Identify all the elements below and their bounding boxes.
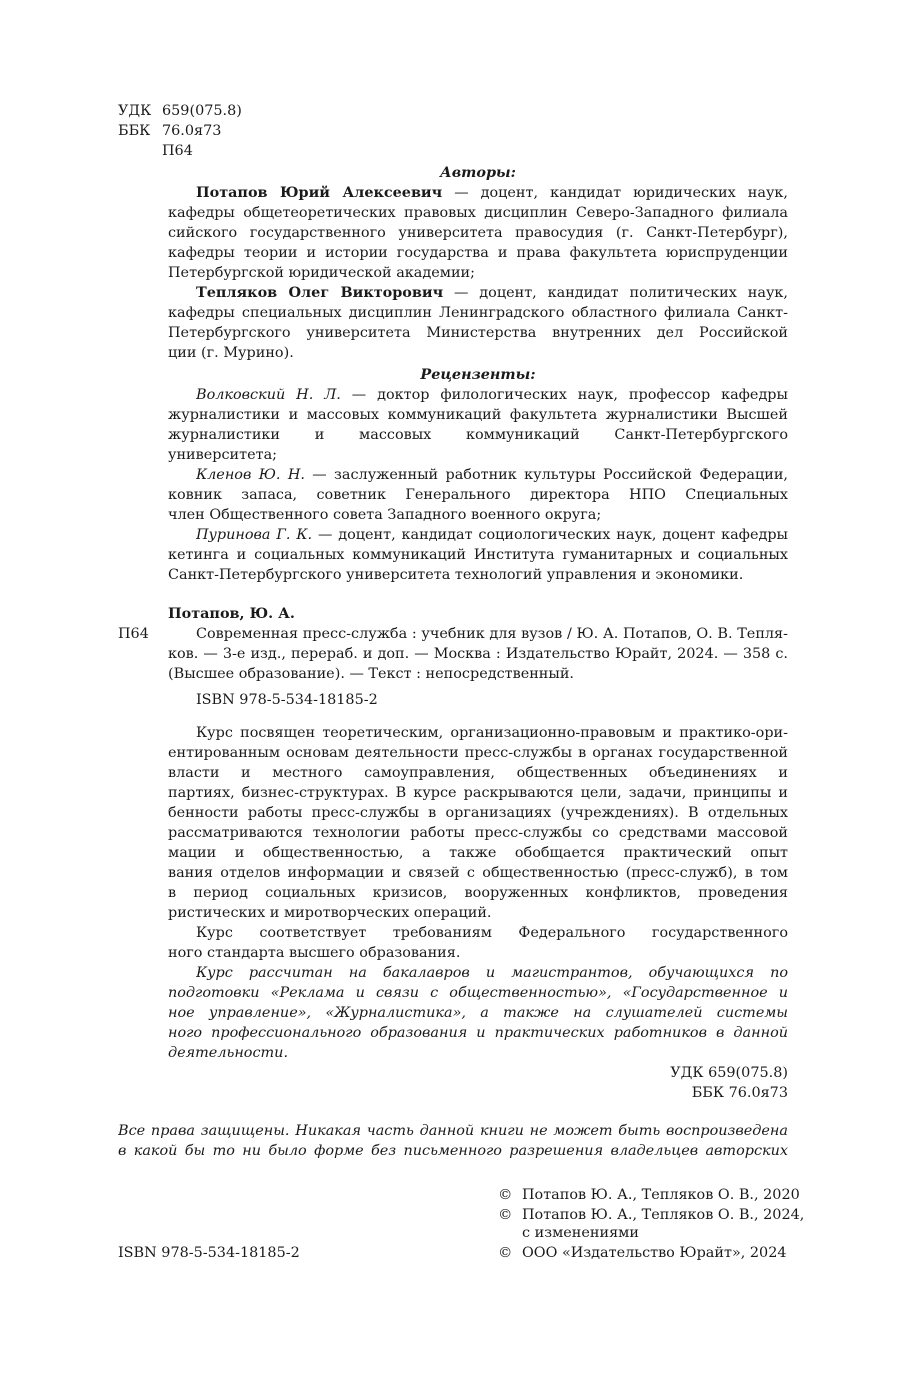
reviewer-3-desc: — доцент, кандидат социологических наук, доцент кафедры	[317, 527, 788, 543]
copyright-symbol: ©	[498, 1245, 513, 1261]
abstract-p1-line: мации и общественностью, а также обобщается практический опыт	[168, 845, 788, 861]
bib-line-1: Современная пресс-служба : учебник для вузов / Ю. А. Потапов, О. В. Тепля-	[196, 626, 788, 642]
bbk-row	[118, 121, 221, 141]
author-2-line-2: кафедры специальных дисциплин Ленинградского областного филиала Санкт-	[168, 305, 788, 321]
reviewer-3-line-2: кетинга и социальных коммуникаций Института гуманитарных и социальных	[168, 547, 788, 563]
reviewer-3-line-3: Санкт-Петербургского университета технологий управления и экономики.	[168, 567, 744, 583]
reviewer-2-line-2: ковник запаса, советник Генерального директора НПО Специальных	[168, 487, 788, 503]
author-1-line-4: кафедры теории и истории государства и права факультета юриспруденции	[168, 245, 788, 261]
author-1-name: Потапов Юрий Алексеевич	[196, 184, 443, 201]
abstract-p3-line: деятельности.	[168, 1045, 289, 1061]
abstract-bbk: ББК 76.0я73	[691, 1085, 788, 1101]
bib-line-2: ков. — 3-е изд., перераб. и доп. — Москва : Издательство Юрайт, 2024. — 358 с.	[168, 646, 788, 662]
abstract-p1-line: ентированным основам деятельности пресс-службы в органах государственной	[168, 745, 788, 761]
abstract-p1-line: вания отделов информации и связей с общественностью (пресс-служб), в том	[168, 865, 788, 881]
bbk-label: ББК	[118, 123, 151, 139]
reviewer-1-desc: — доктор филологических наук, профессор кафедры	[351, 387, 788, 403]
author-2-line-3: Петербургского университета Министерства внутренних дел Российской	[168, 325, 788, 341]
abstract-p1-line: Курс посвящен теоретическим, организационно-правовым и практико-ори-	[196, 725, 788, 741]
bib-mark: П64	[118, 626, 149, 642]
reviewer-3-line-1	[196, 525, 788, 545]
bottom-isbn: ISBN 978-5-534-18185-2	[118, 1245, 300, 1261]
reviewer-1-line-2: журналистики и массовых коммуникаций факультета журналистики Высшей	[168, 407, 788, 423]
abstract-udk: УДК 659(075.8)	[670, 1065, 788, 1081]
reviewer-3-name: Пуринова Г. К.	[196, 527, 313, 543]
author-mark: П64	[162, 143, 193, 159]
rights-line-1: Все права защищены. Никакая часть данной книги не может быть воспроизведена	[118, 1123, 788, 1139]
authors-heading: Авторы:	[439, 164, 516, 181]
abstract-p2-line: ного стандарта высшего образования.	[168, 945, 461, 961]
abstract-p2-line: Курс соответствует требованиям Федерального государственного	[196, 925, 788, 941]
reviewers-heading: Рецензенты:	[420, 366, 536, 383]
reviewer-2-name: Кленов Ю. Н.	[196, 467, 305, 483]
author-1-desc: — доцент, кандидат юридических наук,	[454, 185, 788, 201]
bib-line-3: (Высшее образование). — Текст : непосредственный.	[168, 666, 575, 682]
author-2-line-4: ции (г. Мурино).	[168, 345, 294, 361]
bib-author: Потапов, Ю. А.	[168, 605, 295, 622]
abstract-p1-line: бенности работы пресс-службы в организациях (учреждениях). В отдельных	[168, 805, 788, 821]
author-1-line-2: кафедры общетеоретических правовых дисциплин Северо-Западного филиала	[168, 205, 788, 221]
abstract-p1-line: в период социальных кризисов, вооруженных конфликтов, проведения	[168, 885, 788, 901]
author-2-desc: — доцент, кандидат политических наук,	[454, 285, 788, 301]
rights-line-2: в какой бы то ни было форме без письменного разрешения владельцев авторских	[118, 1143, 788, 1159]
copyright-1: Потапов Ю. А., Тепляков О. В., 2020	[522, 1187, 800, 1203]
udk-row	[118, 101, 242, 121]
author-1-line-3: сийского государственного университета правосудия (г. Санкт-Петербург),	[168, 225, 788, 241]
abstract-p3-line: Курс рассчитан на бакалавров и магистрантов, обучающихся по	[196, 965, 788, 981]
reviewer-2-line-1	[196, 465, 788, 485]
reviewer-1-line-4: университета;	[168, 447, 277, 463]
bib-isbn: ISBN 978-5-534-18185-2	[196, 692, 378, 708]
udk-label: УДК	[118, 103, 152, 119]
abstract-p1-line: власти и местного самоуправления, общественных объединениях и	[168, 765, 788, 781]
abstract-p3-line: ное управление», «Журналистика», а также на слушателей системы	[168, 1005, 788, 1021]
author-1-line-1	[196, 183, 788, 203]
reviewer-2-desc: — заслуженный работник культуры Российской Федерации,	[312, 467, 788, 483]
abstract-p1-line: рассматриваются технологии работы пресс-службы со средствами массовой	[168, 825, 788, 841]
bbk-value: 76.0я73	[162, 123, 222, 139]
udk-value: 659(075.8)	[162, 103, 242, 119]
copyright-symbol: ©	[498, 1187, 513, 1203]
author-1-line-5: Петербургской юридической академии;	[168, 265, 475, 281]
reviewer-2-line-3: член Общественного совета Западного военного округа;	[168, 507, 602, 523]
reviewer-1-line-1	[196, 385, 788, 405]
abstract-p1-line: партиях, бизнес-структурах. В курсе раскрываются цели, задачи, принципы и	[168, 785, 788, 801]
abstract-p1-line: ристических и миротворческих операций.	[168, 905, 492, 921]
copyright-symbol: ©	[498, 1207, 513, 1223]
author-2-line-1	[196, 283, 788, 303]
abstract-p3-line: ного профессионального образования и практических работников в данной	[168, 1025, 788, 1041]
author-2-name: Тепляков Олег Викторович	[196, 284, 444, 301]
copyright-3: ООО «Издательство Юрайт», 2024	[522, 1245, 787, 1261]
reviewer-1-name: Волковский Н. Л.	[196, 387, 341, 403]
copyright-2a: Потапов Ю. А., Тепляков О. В., 2024,	[522, 1207, 805, 1223]
reviewer-1-line-3: журналистики и массовых коммуникаций Санкт-Петербургского	[168, 427, 788, 443]
copyright-2b: с изменениями	[522, 1225, 639, 1241]
abstract-p3-line: подготовки «Реклама и связи с общественностью», «Государственное и	[168, 985, 788, 1001]
